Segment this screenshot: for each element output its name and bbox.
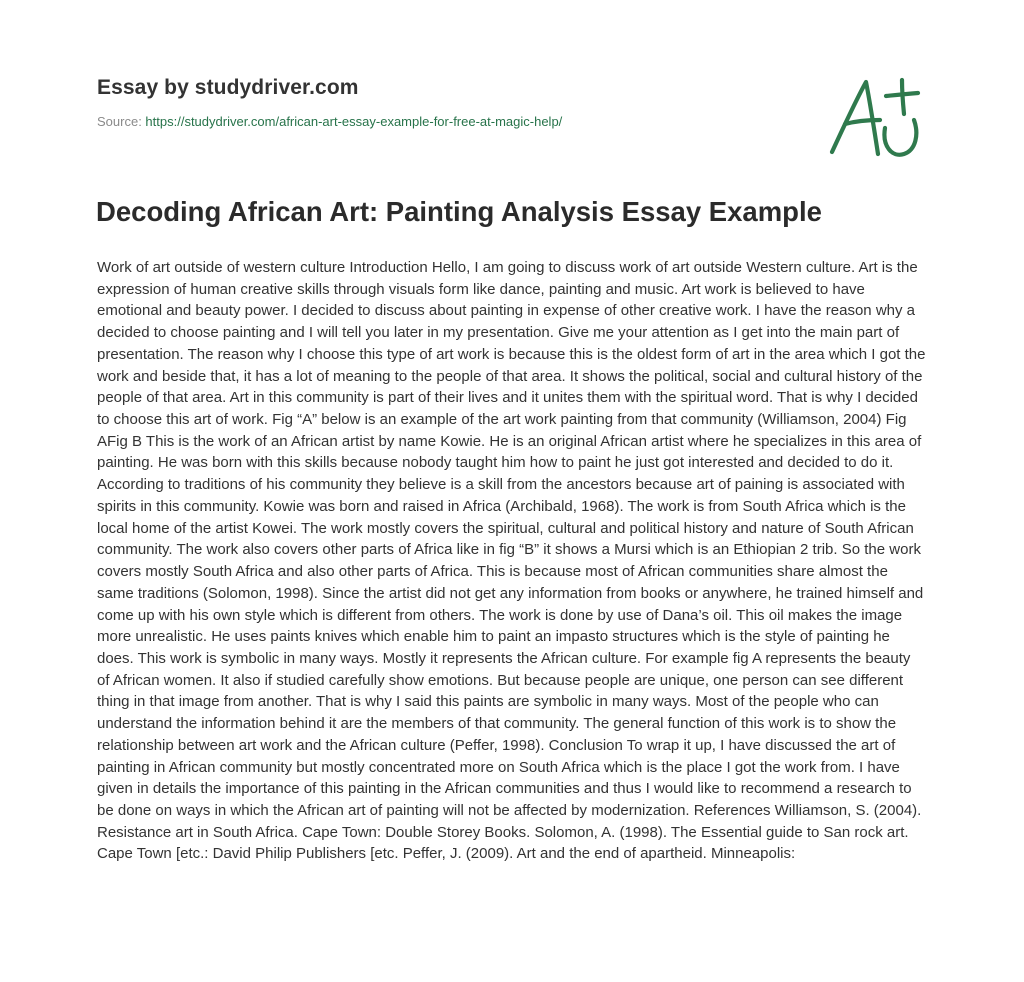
page-header <box>97 76 817 129</box>
source-line <box>97 114 817 129</box>
a-plus-logo-icon <box>822 66 932 166</box>
source-label: Source: <box>97 114 146 129</box>
essay-body: Work of art outside of western culture Introduction Hello, I am going to discuss work of art outside Western culture. Art is the expression of human creative skills through visuals form like dance, painting and music. Art work is believed to have emotional and beauty power. I decided to discuss about painting in expense of other creative work. I have the reason why a decided to choose painting and I will tell you later in my presentation. Give me your attention as I get into the main part of presentation. The reason why I choose this type of art work is because this is the oldest form of art in the area which I got the work and beside that, it has a lot of meaning to the people of that area. It shows the political, social and cultural history of the people of that area. Art in this community is part of their lives and it unites them with the spiritual word. That is why I decided to choose this art of work. Fig “A” below is an example of the art work painting from that community (Williamson, 2004) Fig AFig B This is the work of an African artist by name Kowie. He is an original African artist where he specializes in this area of painting. He was born with this skills because nobody taught him how to paint he just got interested and decided to do it. According to traditions of his community they believe is a skill from the ancestors because art of paining is associated with spirits in this community. Kowie was born and raised in Africa (Archibald, 1968). The work is from South Africa which is the local home of the artist Kowei. The work mostly covers the spiritual, cultural and political history and nature of South African community. The work also covers other parts of Africa like in fig “B” it shows a Mursi which is an Ethiopian 2 trib. So the work covers mostly South Africa and also other parts of Africa. This is because most of African communities share almost the same traditions (Solomon, 1998). Since the artist did not get any information from books or anywhere, he trained himself and come up with his own style which is different from others. The work is done by use of Dana’s oil. This oil makes the image more unrealistic. He uses paints knives which enable him to paint an impasto structures which is the style of painting he does. This work is symbolic in many ways. Mostly it represents the African culture. For example fig A represents the beauty of African women. It also if studied carefully show emotions. But because people are unique, one person can see different thing in that image from another. That is why I said this paints are symbolic in many ways. Most of the people who can understand the information behind it are the members of that community. The general function of this work is to show the relationship between art work and the African culture (Peffer, 1998). Conclusion To wrap it up, I have discussed the art of painting in African community but mostly concentrated more on South Africa which is the place I got the work from. I have given in details the importance of this painting in the African communities and thus I would like to recommend a research to be done on ways in which the African art of painting will not be affected by modernization. References Williamson, S. (2004). Resistance art in South Africa. Cape Town: Double Storey Books. Solomon, A. (1998). The Essential guide to San rock art. Cape Town [etc.: David Philip Publishers [etc. Peffer, J. (2009). Art and the end of apartheid. Minneapolis: <box>97 259 926 863</box>
document-title: Decoding African Art: Painting Analysis Essay Example <box>96 196 822 227</box>
source-link[interactable]: https://studydriver.com/african-art-essay-example-for-free-at-magic-help/ <box>145 114 563 129</box>
site-title: Essay by studydriver.com <box>97 76 359 99</box>
